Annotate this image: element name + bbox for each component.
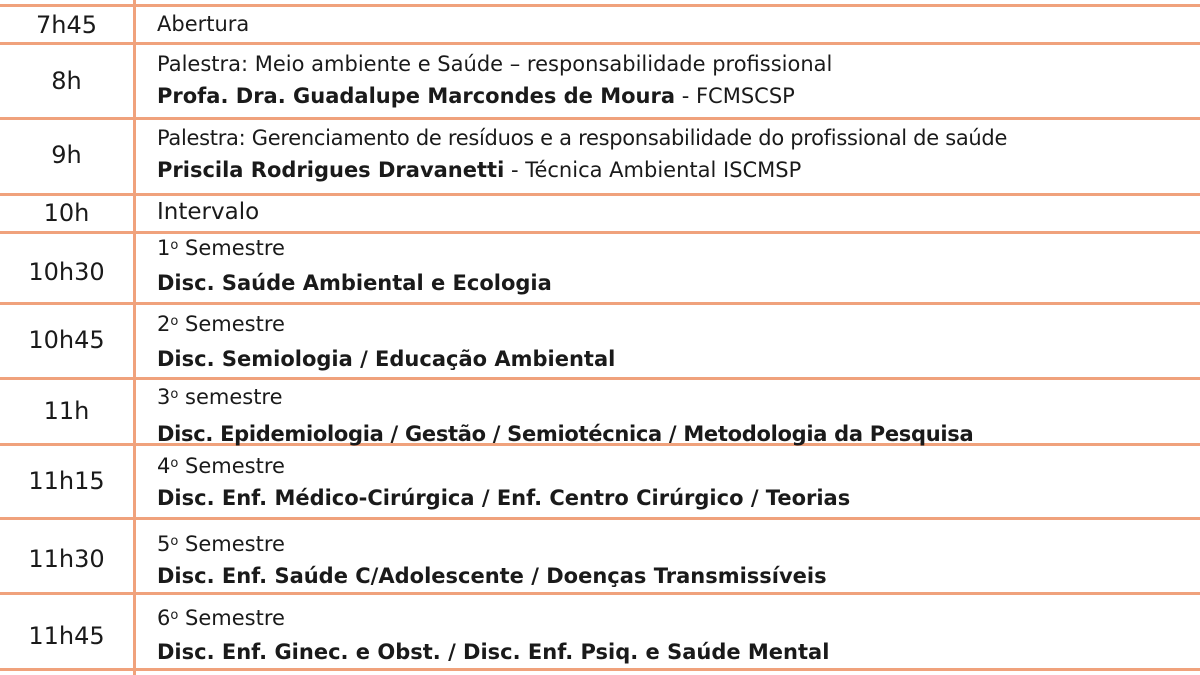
speaker-line xyxy=(157,158,1007,183)
semester-label xyxy=(157,236,552,264)
speaker-affiliation: - Técnica Ambiental ISCMSP xyxy=(504,158,802,182)
schedule-description xyxy=(157,454,850,511)
schedule-description xyxy=(157,200,259,225)
schedule-time: 10h xyxy=(43,199,90,227)
semester-label xyxy=(157,385,973,413)
row-divider xyxy=(0,377,1200,380)
schedule-time: 11h xyxy=(43,397,90,425)
discipline-list: Disc. Enf. Saúde C/Adolescente / Doenças Transmissíveis xyxy=(157,564,827,588)
schedule-title: Intervalo xyxy=(157,199,260,225)
speaker-affiliation: - FCMSCSP xyxy=(675,84,795,108)
semester-word: Semestre xyxy=(178,236,285,260)
schedule-time: 11h30 xyxy=(28,545,105,573)
schedule-time: 10h45 xyxy=(28,326,105,354)
semester-number: 1 xyxy=(157,236,171,260)
discipline-list: Disc. Saúde Ambiental e Ecologia xyxy=(157,271,552,295)
schedule-description xyxy=(157,126,1007,183)
row-divider xyxy=(0,668,1200,671)
ordinal-indicator: o xyxy=(170,387,179,402)
ordinal-indicator: o xyxy=(170,238,179,253)
row-divider xyxy=(0,517,1200,520)
semester-word: Semestre xyxy=(178,312,285,336)
schedule-description xyxy=(157,236,552,296)
schedule-description xyxy=(157,532,827,589)
schedule-time: 10h30 xyxy=(28,258,105,286)
schedule-description xyxy=(157,12,249,37)
discipline-list: Disc. Enf. Ginec. e Obst. / Disc. Enf. Psiq. e Saúde Mental xyxy=(157,640,830,664)
row-divider xyxy=(0,302,1200,305)
semester-number: 3 xyxy=(157,385,171,409)
row-divider xyxy=(0,4,1200,7)
schedule-description xyxy=(157,385,973,447)
ordinal-indicator: o xyxy=(170,314,179,329)
semester-word: Semestre xyxy=(178,454,285,478)
row-divider xyxy=(0,193,1200,196)
schedule-time: 11h15 xyxy=(28,467,105,495)
semester-label xyxy=(157,454,850,482)
schedule-title: Palestra: Meio ambiente e Saúde – responsabilidade profissional xyxy=(157,52,833,76)
time-column-divider xyxy=(133,0,136,675)
discipline-list: Disc. Enf. Médico-Cirúrgica / Enf. Centro Cirúrgico / Teorias xyxy=(157,486,851,510)
schedule-description xyxy=(157,312,615,372)
schedule-time: 7h45 xyxy=(35,11,98,39)
schedule-time: 9h xyxy=(51,141,82,169)
speaker-line xyxy=(157,84,832,109)
semester-word: Semestre xyxy=(178,606,285,630)
semester-number: 6 xyxy=(157,606,171,630)
semester-word: Semestre xyxy=(178,532,285,556)
semester-number: 2 xyxy=(157,312,171,336)
schedule-title: Palestra: Gerenciamento de resíduos e a responsabilidade do profissional de saúde xyxy=(157,126,1008,150)
schedule-time: 11h45 xyxy=(28,622,105,650)
semester-label xyxy=(157,312,615,340)
ordinal-indicator: o xyxy=(170,608,179,623)
semester-number: 5 xyxy=(157,532,171,556)
speaker-name: Profa. Dra. Guadalupe Marcondes de Moura xyxy=(157,84,676,108)
semester-number: 4 xyxy=(157,454,171,478)
row-divider xyxy=(0,42,1200,45)
speaker-name: Priscila Rodrigues Dravanetti xyxy=(157,158,505,182)
semester-label xyxy=(157,606,829,634)
row-divider xyxy=(0,592,1200,595)
ordinal-indicator: o xyxy=(170,456,179,471)
schedule-title: Abertura xyxy=(157,12,250,36)
discipline-list: Disc. Epidemiologia / Gestão / Semiotécnica / Metodologia da Pesquisa xyxy=(157,422,974,446)
schedule-time: 8h xyxy=(51,67,82,95)
discipline-list: Disc. Semiologia / Educação Ambiental xyxy=(157,347,616,371)
row-divider xyxy=(0,117,1200,120)
semester-label xyxy=(157,532,827,560)
semester-word: semestre xyxy=(178,385,283,409)
schedule-description xyxy=(157,52,832,109)
schedule-description xyxy=(157,606,829,665)
ordinal-indicator: o xyxy=(170,534,179,549)
row-divider xyxy=(0,231,1200,234)
